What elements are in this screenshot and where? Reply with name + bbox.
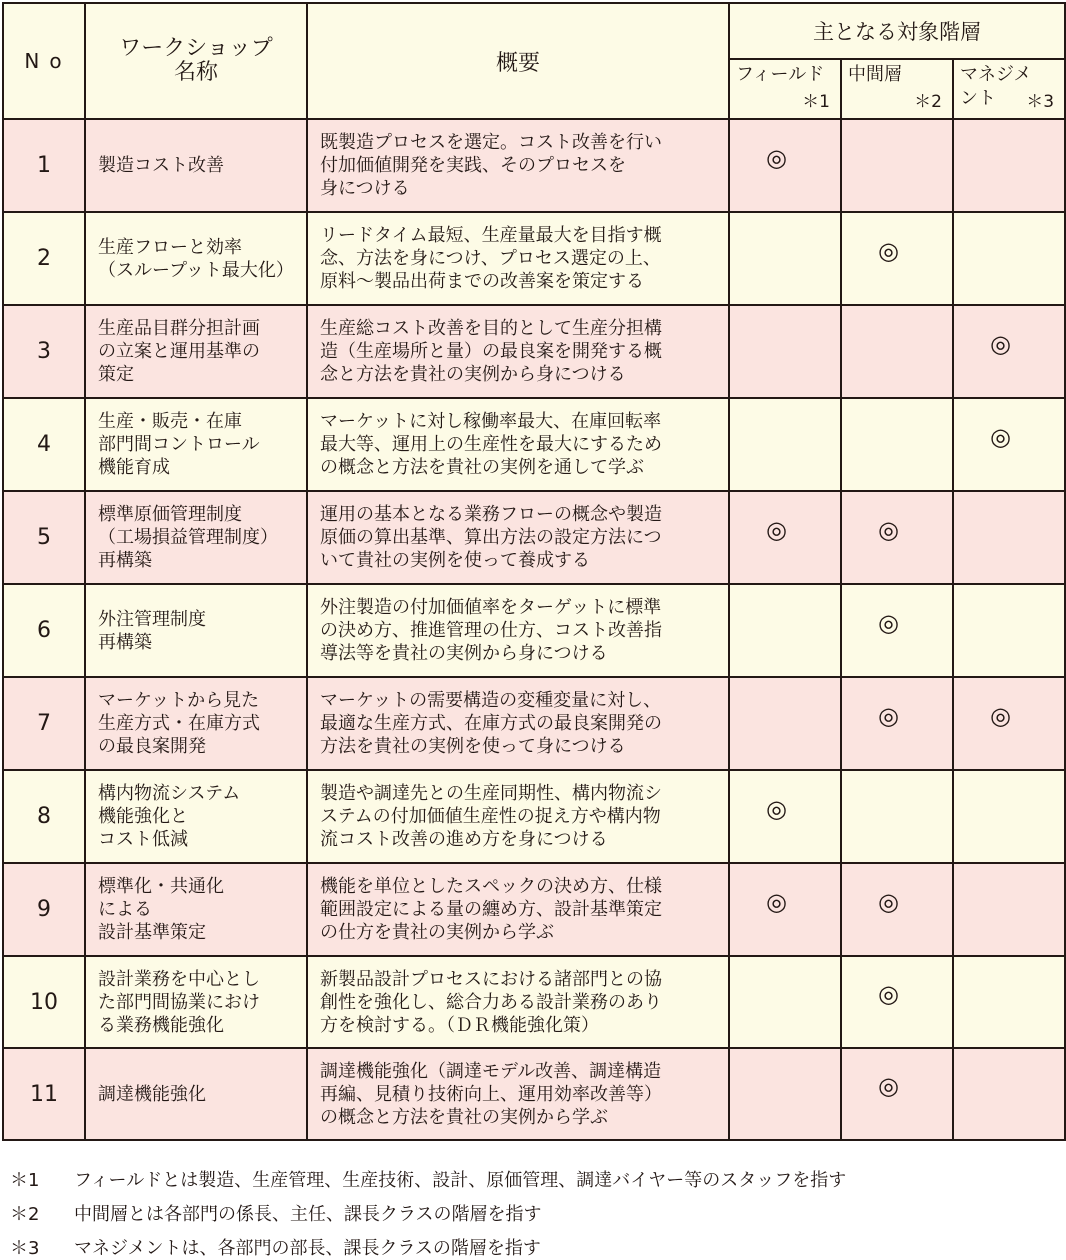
target-mgmt-cell	[953, 212, 1065, 305]
header-middle-label: 中間層	[848, 64, 902, 86]
workshop-name-line: の立案と運用基準の	[98, 341, 260, 362]
target-mgmt-cell	[953, 770, 1065, 863]
summary-line: 流コスト改善の進め方を身につける	[320, 829, 608, 850]
workshop-name-line: 策定	[98, 364, 134, 385]
workshop-summary	[307, 863, 729, 956]
target-mgmt-cell	[953, 119, 1065, 212]
table-body	[3, 119, 1065, 1140]
summary-line: 再編、見積り技術向上、運用効率改善等）	[320, 1083, 662, 1105]
header-mgmt-label2: ント	[960, 88, 996, 110]
summary-line: 既製造プロセスを選定。コスト改善を行い	[320, 132, 662, 153]
header-name	[85, 3, 307, 119]
summary-line: 範囲設定による量の纏め方、設計基準策定	[320, 899, 662, 920]
workshop-name-line: 部門間コントロール	[98, 434, 260, 455]
workshop-name-line: 標準原価管理制度	[98, 504, 242, 525]
header-name-line2: 名称	[173, 60, 218, 85]
row-number: 11	[3, 1048, 85, 1140]
target-field-cell	[729, 677, 841, 770]
target-field-cell	[729, 212, 841, 305]
workshop-summary	[307, 1048, 729, 1140]
target-middle-cell	[841, 1048, 953, 1140]
target-field-cell	[729, 956, 841, 1048]
workshop-name-line: 機能強化と	[98, 806, 188, 827]
table-row	[3, 305, 1065, 398]
summary-line: の概念と方法を貴社の実例から学ぶ	[320, 1106, 608, 1128]
footnote-text: フィールドとは製造、生産管理、生産技術、設計、原価管理、調達バイヤー等のスタッフを指す	[74, 1170, 847, 1191]
double-circle-mark: ◎	[878, 236, 899, 265]
workshop-name	[85, 491, 307, 584]
header-mgmt-label1: マネジメ	[960, 64, 1032, 86]
target-field-cell	[729, 1048, 841, 1140]
target-mgmt-cell	[953, 677, 1065, 770]
workshop-name-line: 生産・販売・在庫	[98, 411, 242, 432]
workshop-summary	[307, 770, 729, 863]
footnote-text: マネジメントは、各部門の部長、課長クラスの階層を指す	[74, 1238, 541, 1259]
workshop-summary	[307, 398, 729, 491]
header-target-group: 主となる対象階層	[729, 3, 1065, 59]
double-circle-mark: ◎	[878, 887, 899, 916]
table-row	[3, 398, 1065, 491]
footnote-text: 中間層とは各部門の係長、主任、課長クラスの階層を指す	[74, 1204, 542, 1225]
workshop-summary	[307, 956, 729, 1048]
target-mgmt-cell	[953, 1048, 1065, 1140]
row-number: 2	[3, 212, 85, 305]
summary-line: 機能を単位としたスペックの決め方、仕様	[320, 876, 662, 897]
workshop-summary	[307, 119, 729, 212]
table-row	[3, 1048, 1065, 1140]
summary-line: 身につける	[320, 178, 410, 199]
target-middle-cell	[841, 770, 953, 863]
header-field	[729, 59, 841, 119]
workshop-name-line: 外注管理制度	[98, 608, 206, 630]
summary-line: 方法を貴社の実例を使って身につける	[320, 736, 626, 757]
workshop-name	[85, 398, 307, 491]
summary-line: 新製品設計プロセスにおける諸部門との協	[320, 968, 662, 990]
summary-line: 最大等、運用上の生産性を最大にするため	[320, 434, 662, 455]
summary-line: 造（生産場所と量）の最良案を開発する概	[320, 341, 662, 362]
target-field-cell	[729, 398, 841, 491]
table-row	[3, 956, 1065, 1048]
summary-line: 調達機能強化（調達モデル改善、調達構造	[320, 1060, 662, 1082]
summary-line: 方を検討する。（ＤＲ機能強化策）	[320, 1014, 599, 1036]
target-mgmt-cell	[953, 584, 1065, 677]
workshop-name-line: 生産方式・在庫方式	[98, 713, 260, 734]
double-circle-mark: ◎	[766, 143, 787, 172]
target-field-cell	[729, 119, 841, 212]
summary-line: の決め方、推進管理の仕方、コスト改善指	[320, 620, 662, 641]
workshop-name-line: 製造コスト改善	[98, 155, 224, 176]
header-middle	[841, 59, 953, 119]
summary-line: 外注製造の付加価値率をターゲットに標準	[320, 597, 662, 618]
target-mgmt-cell	[953, 305, 1065, 398]
table-row	[3, 212, 1065, 305]
target-mgmt-cell	[953, 956, 1065, 1048]
workshop-name	[85, 677, 307, 770]
double-circle-mark: ◎	[766, 515, 787, 544]
target-field-cell	[729, 584, 841, 677]
workshop-summary	[307, 212, 729, 305]
workshop-name-line: 調達機能強化	[98, 1083, 206, 1105]
workshop-name-line: 標準化・共通化	[98, 876, 224, 897]
workshop-name-line: マーケットから見た	[98, 690, 260, 711]
table-row	[3, 863, 1065, 956]
row-number: 10	[3, 956, 85, 1048]
table-row	[3, 119, 1065, 212]
workshop-name-line: た部門間協業におけ	[98, 991, 260, 1013]
target-middle-cell	[841, 584, 953, 677]
target-field-cell	[729, 305, 841, 398]
target-middle-cell	[841, 398, 953, 491]
header-name-line1: ワークショップ	[119, 36, 273, 61]
workshop-name	[85, 212, 307, 305]
header-mgmt	[953, 59, 1065, 119]
row-number: 8	[3, 770, 85, 863]
row-number: 3	[3, 305, 85, 398]
table-row	[3, 491, 1065, 584]
double-circle-mark: ◎	[878, 980, 899, 1008]
workshop-name-line: 生産品目群分担計画	[98, 318, 260, 339]
double-circle-mark: ◎	[990, 422, 1011, 451]
target-middle-cell	[841, 956, 953, 1048]
summary-line: 創性を強化し、総合力ある設計業務のあり	[320, 991, 662, 1013]
summary-line: マーケットに対し稼働率最大、在庫回転率	[320, 411, 662, 432]
summary-line: ステムの付加価値生産性の捉え方や構内物	[320, 806, 661, 827]
double-circle-mark: ◎	[878, 515, 899, 544]
workshop-name-line: 再構築	[98, 631, 152, 653]
workshop-name-line: 設計基準策定	[98, 922, 206, 943]
footnote-key: ＊1	[10, 1170, 40, 1191]
summary-line: 原料～製品出荷までの改善案を策定する	[320, 271, 644, 292]
workshop-name-line: 生産フローと効率	[98, 236, 242, 258]
summary-line: 原価の算出基準、算出方法の設定方法につ	[320, 527, 662, 548]
workshop-name-line: 再構築	[98, 550, 152, 571]
footnote	[10, 1200, 541, 1226]
target-mgmt-cell	[953, 398, 1065, 491]
footnote-key: ＊2	[10, 1204, 40, 1225]
header-field-note: ＊1	[802, 92, 830, 112]
workshop-summary	[307, 305, 729, 398]
target-field-cell	[729, 770, 841, 863]
header-desc: 概要	[307, 3, 729, 119]
summary-line: の概念と方法を貴社の実例を通して学ぶ	[320, 457, 644, 478]
double-circle-mark: ◎	[990, 329, 1011, 358]
target-middle-cell	[841, 491, 953, 584]
workshop-name-line: コスト低減	[98, 829, 188, 850]
row-number: 1	[3, 119, 85, 212]
target-mgmt-cell	[953, 491, 1065, 584]
row-number: 6	[3, 584, 85, 677]
double-circle-mark: ◎	[878, 608, 899, 637]
summary-line: 運用の基本となる業務フローの概念や製造	[320, 504, 662, 525]
target-middle-cell	[841, 119, 953, 212]
table-row	[3, 677, 1065, 770]
summary-line: の仕方を貴社の実例から学ぶ	[320, 922, 554, 943]
summary-line: 念と方法を貴社の実例から身につける	[320, 364, 626, 385]
workshop-name	[85, 770, 307, 863]
summary-line: 生産総コスト改善を目的として生産分担構	[320, 318, 662, 339]
workshop-name-line: （工場損益管理制度）	[98, 527, 278, 548]
workshop-table	[2, 2, 1066, 1141]
footnote-key: ＊3	[10, 1238, 40, 1259]
row-number: 9	[3, 863, 85, 956]
workshop-name-line: （スループット最大化）	[98, 259, 294, 281]
header-middle-note: ＊2	[914, 92, 942, 112]
row-number: 7	[3, 677, 85, 770]
workshop-summary	[307, 677, 729, 770]
row-number: 5	[3, 491, 85, 584]
workshop-name-line: る業務機能強化	[98, 1014, 224, 1036]
workshop-name-line: 設計業務を中心とし	[98, 968, 260, 990]
double-circle-mark: ◎	[766, 794, 787, 823]
double-circle-mark: ◎	[990, 701, 1011, 730]
workshop-name	[85, 305, 307, 398]
footnote	[10, 1234, 541, 1260]
summary-line: リードタイム最短、生産量最大を目指す概	[320, 225, 662, 246]
summary-line: 製造や調達先との生産同期性、構内物流シ	[320, 783, 662, 804]
workshop-summary	[307, 491, 729, 584]
double-circle-mark: ◎	[766, 887, 787, 916]
footnote	[10, 1166, 846, 1192]
target-middle-cell	[841, 677, 953, 770]
table-row	[3, 770, 1065, 863]
workshop-name-line: 構内物流システム	[98, 783, 241, 804]
summary-line: いて貴社の実例を使って養成する	[320, 550, 590, 571]
workshop-name	[85, 1048, 307, 1140]
target-middle-cell	[841, 305, 953, 398]
header-field-label: フィールド	[736, 64, 825, 86]
workshop-name	[85, 956, 307, 1048]
row-number: 4	[3, 398, 85, 491]
table-row	[3, 584, 1065, 677]
workshop-name-line: による	[98, 899, 152, 920]
workshop-name-line: の最良案開発	[98, 736, 206, 757]
workshop-name	[85, 584, 307, 677]
header-mgmt-note: ＊3	[1026, 92, 1055, 112]
workshop-name	[85, 119, 307, 212]
target-field-cell	[729, 863, 841, 956]
workshop-summary	[307, 584, 729, 677]
header-no: No	[3, 3, 85, 119]
summary-line: 最適な生産方式、在庫方式の最良案開発の	[320, 713, 662, 734]
summary-line: 念、方法を身につけ、プロセス選定の上、	[320, 248, 661, 269]
summary-line: 導法等を貴社の実例から身につける	[320, 643, 608, 664]
target-middle-cell	[841, 863, 953, 956]
target-middle-cell	[841, 212, 953, 305]
target-field-cell	[729, 491, 841, 584]
summary-line: 付加価値開発を実践、そのプロセスを	[320, 155, 626, 176]
double-circle-mark: ◎	[878, 701, 899, 730]
summary-line: マーケットの需要構造の変種変量に対し、	[320, 690, 662, 711]
target-mgmt-cell	[953, 863, 1065, 956]
workshop-name-line: 機能育成	[98, 457, 170, 478]
double-circle-mark: ◎	[878, 1072, 899, 1100]
workshop-name	[85, 863, 307, 956]
